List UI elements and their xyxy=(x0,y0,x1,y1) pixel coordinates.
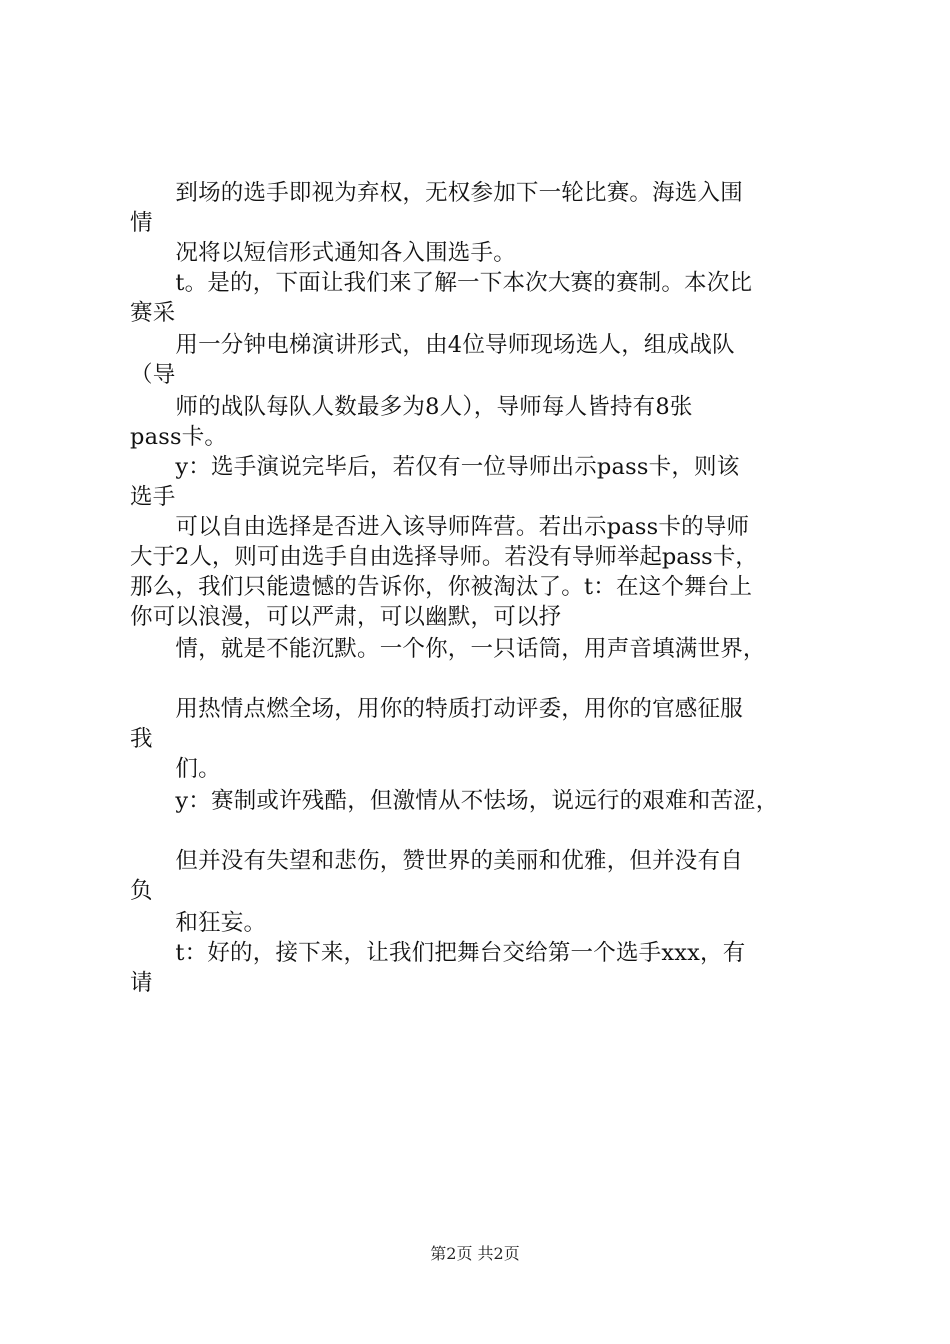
text-line: 情 xyxy=(130,210,153,236)
text-line: 那么，我们只能遗憾的告诉你，你被淘汰了。t：在这个舞台上 xyxy=(130,574,753,600)
text-line: 赛采 xyxy=(130,300,176,326)
text-line: （导 xyxy=(130,362,176,388)
text-line: 选手 xyxy=(130,484,176,510)
text-line: y：赛制或许残酷，但激情从不怯场，说远行的艰难和苦涩， xyxy=(130,788,779,814)
text-line: 和狂妄。 xyxy=(130,910,267,936)
text-line: t。是的，下面让我们来了解一下本次大赛的赛制。本次比 xyxy=(130,270,753,296)
text-line: 用一分钟电梯演讲形式，由4位导师现场选人，组成战队 xyxy=(130,332,735,358)
text-line: 我 xyxy=(130,726,153,752)
text-line: 到场的选手即视为弃权，无权参加下一轮比赛。海选入围 xyxy=(130,180,743,206)
text-line: 负 xyxy=(130,878,153,904)
text-line: 况将以短信形式通知各入围选手。 xyxy=(130,240,516,266)
text-line: t：好的，接下来，让我们把舞台交给第一个选手xxx，有 xyxy=(130,940,746,966)
text-line: 你可以浪漫，可以严肃，可以幽默，可以抒 xyxy=(130,604,562,630)
text-line: 请 xyxy=(130,970,153,996)
text-line: pass卡。 xyxy=(130,424,228,450)
page-footer: 第2页 共2页 xyxy=(430,1244,520,1263)
text-line: 们。 xyxy=(130,756,221,782)
text-line: 大于2人，则可由选手自由选择导师。若没有导师举起pass卡， xyxy=(130,544,758,570)
text-line: 师的战队每队人数最多为8人），导师每人皆持有8张 xyxy=(130,394,693,420)
text-line: y：选手演说完毕后，若仅有一位导师出示pass卡，则该 xyxy=(130,454,740,480)
text-line: 情，就是不能沉默。一个你，一只话筒，用声音填满世界， xyxy=(130,636,766,662)
text-line: 但并没有失望和悲伤，赞世界的美丽和优雅，但并没有自 xyxy=(130,848,743,874)
text-line: 可以自由选择是否进入该导师阵营。若出示pass卡的导师 xyxy=(130,514,750,540)
text-line: 用热情点燃全场，用你的特质打动评委，用你的官感征服 xyxy=(130,696,743,722)
